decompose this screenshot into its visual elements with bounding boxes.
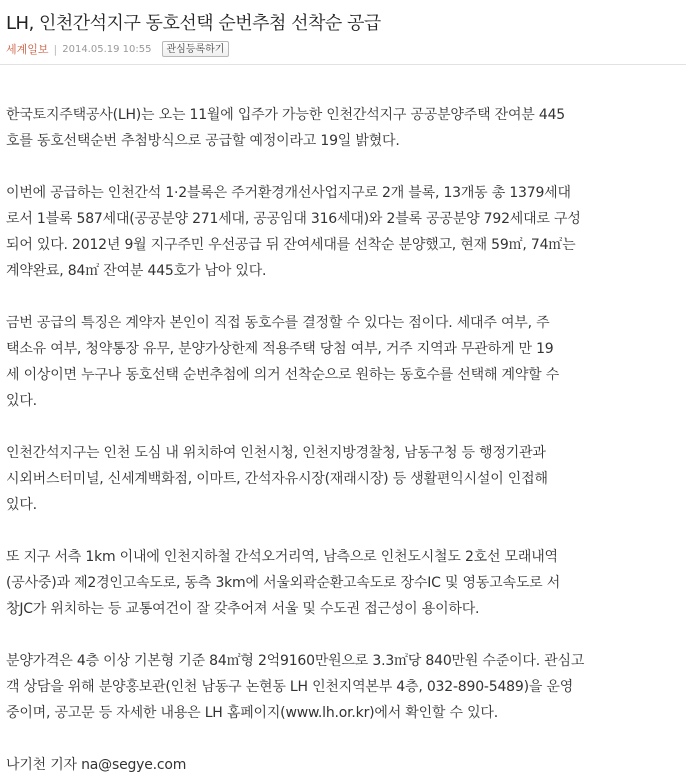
publish-date: 2014.05.19 10:55 bbox=[62, 43, 152, 55]
paragraph bbox=[6, 440, 682, 518]
subscribe-button[interactable]: 관심등록하기 bbox=[162, 41, 230, 57]
article-meta bbox=[6, 40, 229, 58]
text-line: 세 이상이면 누구나 동호선택 순번추첨에 의거 선착순으로 원하는 동호수를 선택해 계약할 수 bbox=[6, 367, 560, 383]
text-line: 있다. bbox=[6, 497, 37, 513]
text-line: 이번에 공급하는 인천간석 1·2블록은 주거환경개선사업지구로 2개 블록, 13개동 총 1379세대 bbox=[6, 185, 571, 201]
text-line: 되어 있다. 2012년 9월 지구주민 우선공급 뒤 잔여세대를 선착순 분양했고, 현재 59㎡, 74㎡는 bbox=[6, 237, 576, 253]
text-line: 한국토지주택공사(LH)는 오는 11월에 입주가 가능한 인천간석지구 공공분양주택 잔여분 445 bbox=[6, 107, 566, 123]
text-line: 중이며, 공고문 등 자세한 내용은 LH 홈페이지(www.lh.or.kr)에서 확인할 수 있다. bbox=[6, 705, 498, 721]
paragraph bbox=[6, 102, 682, 154]
text-line: 금번 공급의 특징은 계약자 본인이 직접 동호수를 결정할 수 있다는 점이다. 세대주 여부, 주 bbox=[6, 315, 550, 331]
paragraph bbox=[6, 648, 682, 726]
meta-separator: | bbox=[53, 42, 58, 56]
text-line: 창JC가 위치하는 등 교통여건이 잘 갖추어져 서울 및 수도권 접근성이 용이하다. bbox=[6, 601, 480, 617]
article-title: LH, 인천간석지구 동호선택 순번추첨 선착순 공급 bbox=[6, 13, 381, 34]
reporter-byline: 나기천 기자 na@segye.com bbox=[6, 757, 187, 773]
source-link[interactable]: 세계일보 bbox=[6, 43, 49, 56]
text-line: 객 상담을 위해 분양홍보관(인천 남동구 논현동 LH 인천지역본부 4층, 032-890-5489)을 운영 bbox=[6, 679, 574, 695]
paragraph bbox=[6, 180, 682, 284]
text-line: 로서 1블록 587세대(공공분양 271세대, 공공임대 316세대)와 2블록 공공분양 792세대로 구성 bbox=[6, 211, 581, 227]
paragraph bbox=[6, 310, 682, 414]
text-line: 분양가격은 4층 이상 기본형 기준 84㎡형 2억9160만원으로 3.3㎡당 840만원 수준이다. 관심고 bbox=[6, 653, 585, 669]
header-divider bbox=[0, 64, 686, 65]
text-line: 시외버스터미널, 신세계백화점, 이마트, 간석자유시장(재래시장) 등 생활편익시설이 인접해 bbox=[6, 471, 548, 487]
paragraph bbox=[6, 544, 682, 622]
article-body bbox=[6, 102, 682, 778]
text-line: 또 지구 서측 1km 이내에 인천지하철 간석오거리역, 남측으로 인천도시철도 2호선 모래내역 bbox=[6, 549, 558, 565]
text-line: 있다. bbox=[6, 393, 37, 409]
text-line: 계약완료, 84㎡ 잔여분 445호가 남아 있다. bbox=[6, 263, 267, 279]
text-line: 호를 동호선택순번 추첨방식으로 공급할 예정이라고 19일 밝혔다. bbox=[6, 133, 400, 149]
text-line: 인천간석지구는 인천 도심 내 위치하여 인천시청, 인천지방경찰청, 남동구청 등 행정기관과 bbox=[6, 445, 546, 461]
text-line: 택소유 여부, 청약통장 유무, 분양가상한제 적용주택 당첨 여부, 거주 지역과 무관하게 만 19 bbox=[6, 341, 554, 357]
text-line: (공사중)과 제2경인고속도로, 동측 3km에 서울외곽순환고속도로 장수IC 및 영동고속도로 서 bbox=[6, 575, 561, 591]
